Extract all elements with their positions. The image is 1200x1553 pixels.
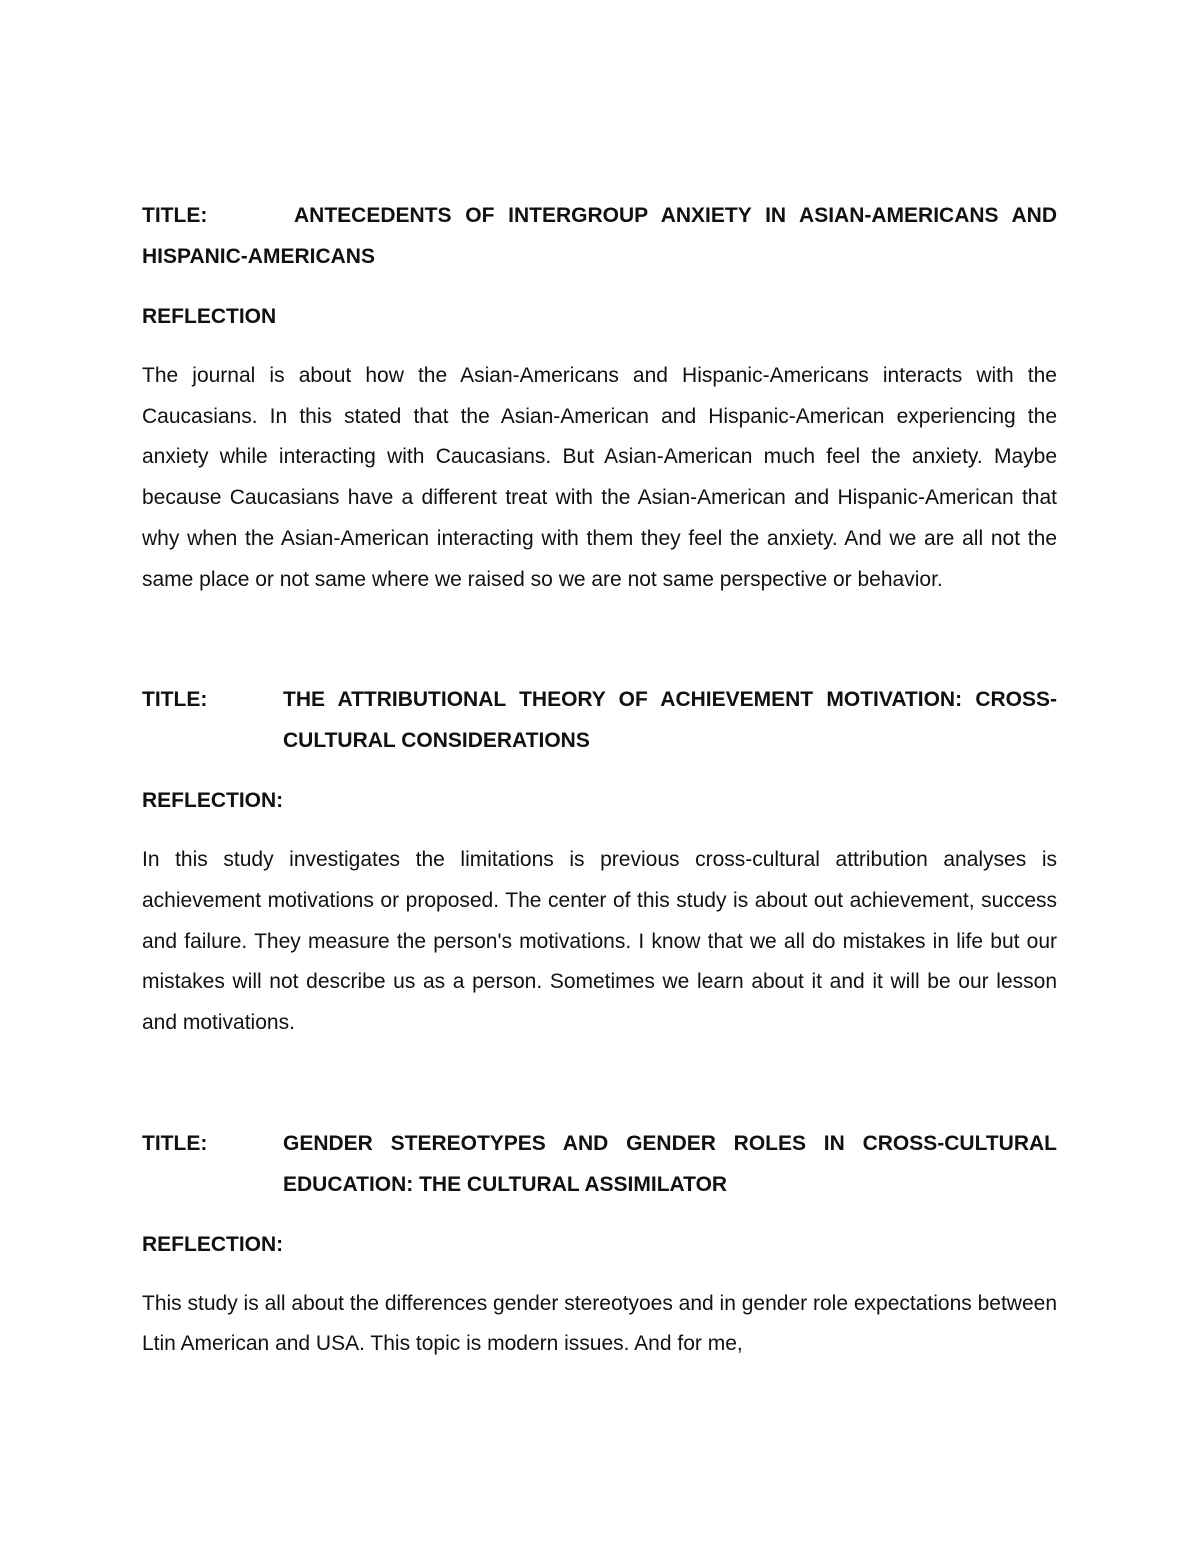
section-3-title — [142, 1123, 1057, 1205]
section-2-title — [142, 679, 1057, 761]
section-3 — [142, 1123, 1057, 1365]
section-2 — [142, 679, 1057, 1044]
section-2-title-text: THE ATTRIBUTIONAL THEORY OF ACHIEVEMENT MOTIVATION: CROSS-CULTURAL CONSIDERATIONS — [283, 688, 1057, 753]
section-1-body: The journal is about how the Asian-Americans and Hispanic-Americans interacts with the Caucasians. In this stated that the Asian-American and Hispanic-American experiencing the anxiety while interacting with Caucasians. But Asian-American much feel the anxiety. Maybe because Caucasians have a different treat with the Asian-American and Hispanic-American that why when the Asian-American interacting with them they feel the anxiety. And we are all not the same place or not same where we raised so we are not same perspective or behavior. — [142, 364, 1057, 591]
section-1-reflection-label: REFLECTION — [142, 305, 277, 328]
section-2-title-label: TITLE: — [142, 688, 208, 712]
section-1-title-label: TITLE: — [142, 204, 208, 227]
section-3-body: This study is all about the differences gender stereotyoes and in gender role expectations between Ltin American and USA. This topic is modern issues. And for me, — [142, 1291, 1057, 1356]
section-3-title-text: GENDER STEREOTYPES AND GENDER ROLES IN CROSS-CULTURAL EDUCATION: THE CULTURAL ASSIMILATOR — [283, 1131, 1057, 1196]
section-3-reflection-label: REFLECTION: — [142, 1232, 284, 1256]
section-2-reflection-label: REFLECTION: — [142, 789, 284, 813]
section-1-title — [142, 195, 1057, 277]
section-2-body: In this study investigates the limitations is previous cross-cultural attribution analyses is achievement motivations or proposed. The center of this study is about out achievement, success and failure. They measure the person's motivations. I know that we all do mistakes in life but our mistakes will not describe us as a person. Sometimes we learn about it and it will be our lesson and motivations. — [142, 848, 1057, 1035]
section-3-title-label: TITLE: — [142, 1131, 208, 1155]
document-page — [142, 195, 1057, 1365]
section-1-title-text: ANTECEDENTS OF INTERGROUP ANXIETY IN ASIAN-AMERICANS AND HISPANIC-AMERICANS — [142, 204, 1057, 268]
section-1 — [142, 195, 1057, 600]
